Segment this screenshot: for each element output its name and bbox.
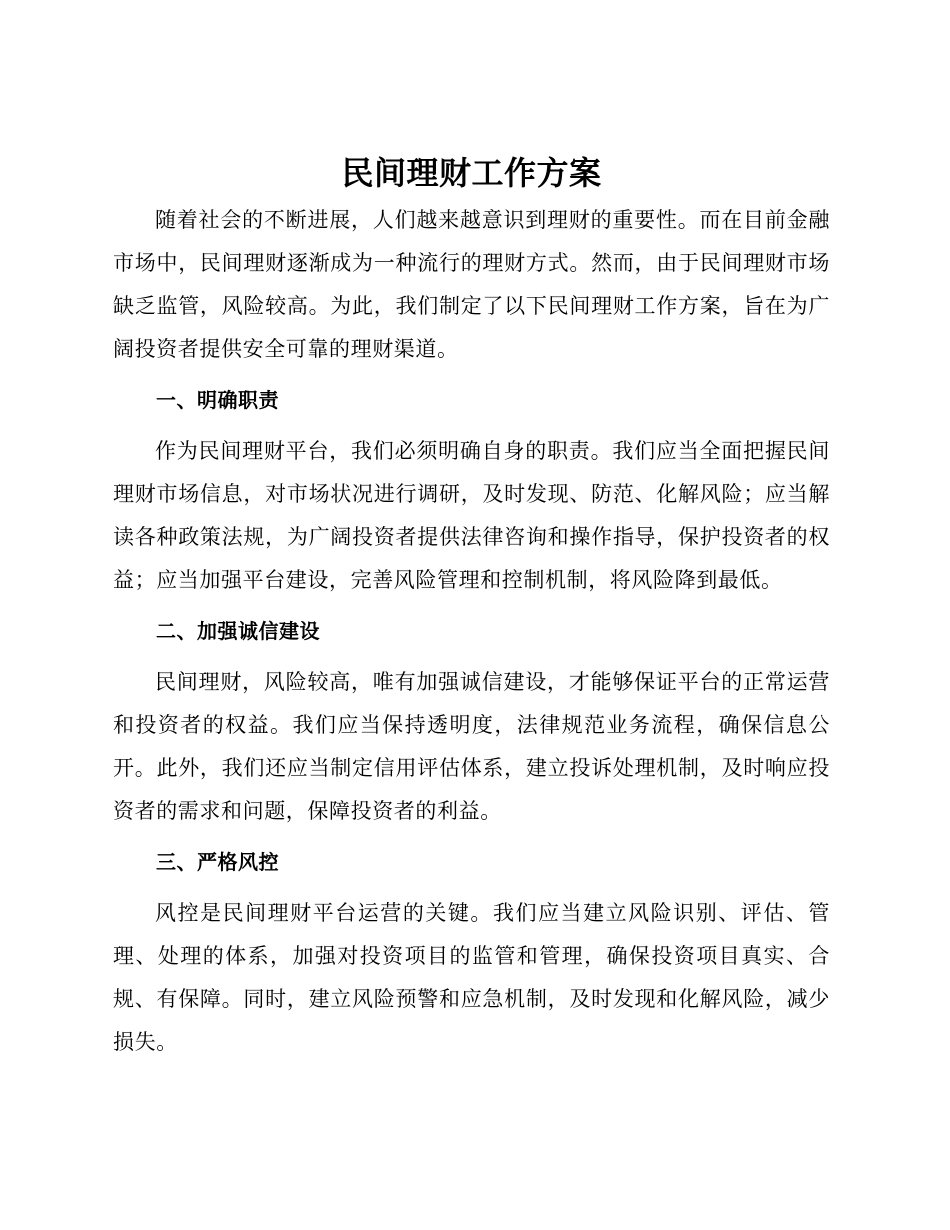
section-body-risk-control: 风控是民间理财平台运营的关键。我们应当建立风险识别、评估、管理、处理的体系，加强对投资项目的监管和管理，确保投资项目真实、合规、有保障。同时，建立风险预警和应急机制，及时发现和化解风险，减少损失。 <box>113 901 830 1054</box>
section-body-responsibilities: 作为民间理财平台，我们必须明确自身的职责。我们应当全面把握民间理财市场信息，对市场状况进行调研，及时发现、防范、化解风险；应当解读各种政策法规，为广阔投资者提供法律咨询和操作指导，保护投资者的权益；应当加强平台建设，完善风险管理和控制机制，将风险降到最低。 <box>113 439 830 592</box>
document-content <box>113 150 830 1064</box>
section-heading-risk-control: 三、严格风控 <box>156 850 279 874</box>
section-heading-integrity: 二、加强诚信建设 <box>156 619 320 643</box>
section-body-integrity: 民间理财，风险较高，唯有加强诚信建设，才能够保证平台的正常运营和投资者的权益。我们应当保持透明度，法律规范业务流程，确保信息公开。此外，我们还应当制定信用评估体系，建立投诉处理机制，及时响应投资者的需求和问题，保障投资者的利益。 <box>113 670 830 823</box>
intro-paragraph: 随着社会的不断进展，人们越来越意识到理财的重要性。而在目前金融市场中，民间理财逐渐成为一种流行的理财方式。然而，由于民间理财市场缺乏监管，风险较高。为此，我们制定了以下民间理财工作方案，旨在为广阔投资者提供安全可靠的理财渠道。 <box>113 208 830 361</box>
document-title: 民间理财工作方案 <box>341 154 602 192</box>
section-heading-responsibilities: 一、明确职责 <box>156 388 279 412</box>
